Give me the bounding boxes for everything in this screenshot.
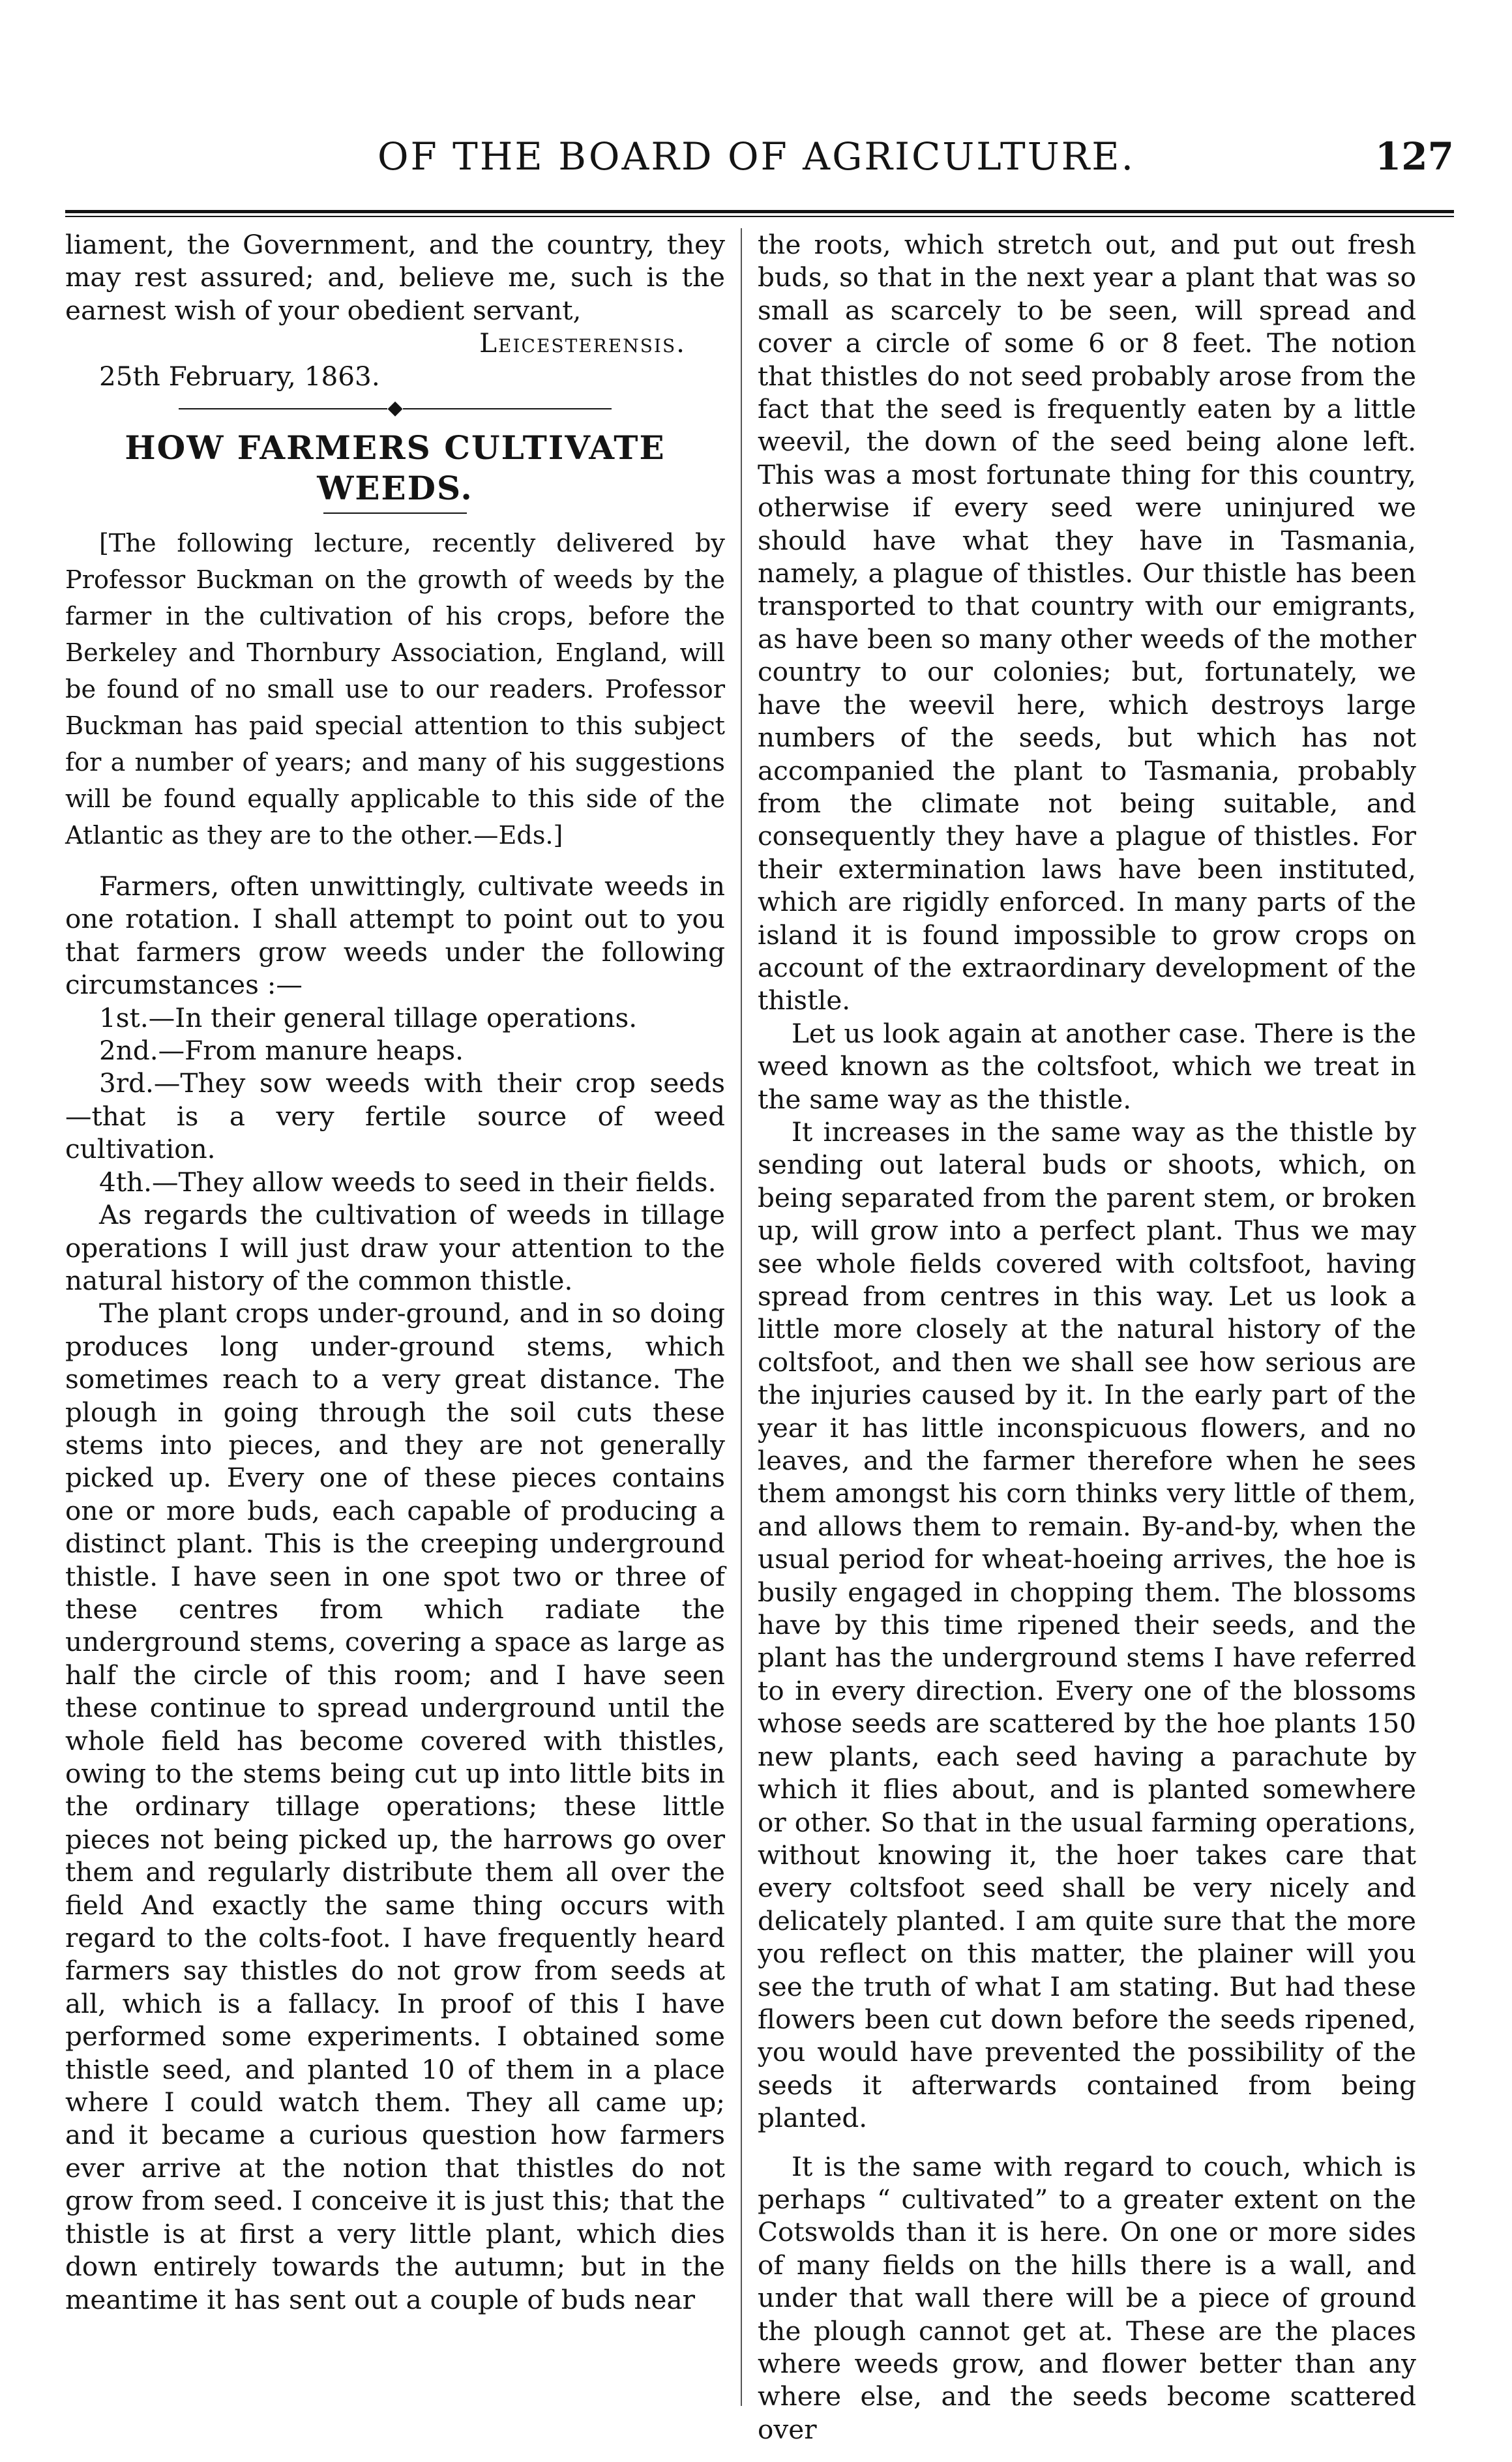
divider-line bbox=[179, 408, 387, 409]
left-column bbox=[65, 228, 725, 2406]
continued-letter-text: liament, the Government, and the country, they may rest assured; and, believe me, such is the earnest wish of your obedient servant, bbox=[65, 229, 725, 326]
body-paragraph: As regards the cultivation of weeds in tillage operations I will just draw your attention to the natural history of the common thistle. bbox=[65, 1199, 725, 1296]
letter-date: 25th February, 1863. bbox=[99, 360, 380, 392]
title-underline bbox=[323, 512, 467, 514]
letter-signature: Leicesterensis. bbox=[479, 327, 686, 359]
body-paragraph: The plant crops under-ground, and in so doing produces long under-ground stems, which sometimes reach to a very great distance. The plough in going through the soil cuts these stems into pieces, and they are not generally picked up. Every one of these pieces contains one or more buds, each capable of producing a distinct plant. This is the creeping underground thistle. I have seen in one spot two or three of these centres from which radiate the underground stems, covering a space as large as half the circle of this room; and I have seen these continue to spread underground until the whole field has become covered with thistles, owing to the stems being cut up into little bits in the ordinary tillage operations; these little pieces not being picked up, the harrows go over them and regularly distribute them all over the field And exactly the same thing occurs with regard to the colts-foot. I have frequently heard farmers say thistles do not grow from seeds at all, which is a fallacy. In proof of this I have performed some experiments. I obtained some thistle seed, and planted 10 of them in a place where I could watch them. They all came up; and it became a curious question how farmers ever arrive at the notion that thistles do not grow from seed. I conceive it is just this; that the thistle is at first a very little plant, which dies down entirely towards the autumn; but in the meantime it has sent out a couple of buds near bbox=[65, 1298, 725, 2315]
page-number: 127 bbox=[1374, 134, 1454, 179]
body-paragraph: the roots, which stretch out, and put out fresh buds, so that in the next year a plant that was so small as scarcely to be seen, will spread and cover a circle of some 6 or 8 feet. The notion that thistles do not seed probably arose from the fact that the seed is frequently eaten by a little weevil, the down of the seed being alone left. This was a most fortunate thing for this country, otherwise if every seed were uninjured we should have what they have in Tasmania, namely, a plague of thistles. Our thistle has been transported to that country with our emigrants, as have been so many other weeds of the mother country to our colonies; but, fortunately, we have the weevil here, which destroys large numbers of the seeds, but which has not accompanied the plant to Tasmania, probably from the climate not being suitable, and consequently they have a plague of thistles. For their extermination laws have been instituted, which are rigidly enforced. In many parts of the island it is found impossible to grow crops on account of the extraordinary development of the thistle. bbox=[758, 229, 1416, 1016]
body-paragraph: It increases in the same way as the thistle by sending out lateral buds or shoots, which, on being separated from the parent stem, or broken up, will grow into a perfect plant. Thus we may see whole fields covered with coltsfoot, having spread from centres in this way. Let us look a little more closely at the natural history of the coltsfoot, and then we shall see how serious are the injuries caused by it. In the early part of the year it has little inconspicuous flowers, and no leaves, and the farmer therefore when he sees them amongst his corn thinks very little of them, and allows them to remain. By-and-by, when the usual period for wheat-hoeing arrives, the hoe is busily engaged in chopping them. The blossoms have by this time ripened their seeds, and the plant has the underground stems I have referred to in every direction. Every one of the blossoms whose seeds are scattered by the hoe plants 150 new plants, each seed having a parachute by which it flies about, and is planted somewhere or other. So that in the usual farming operations, without knowing it, the hoer takes care that every coltsfoot seed shall be very nicely and delicately planted. I am quite sure that the more you reflect on this matter, the plainer will you see the truth of what I am stating. But had these flowers been cut down before the seeds ripened, you would have prevented the possibility of the seeds it afterwards contained from being planted. bbox=[758, 1116, 1416, 2134]
section-divider bbox=[65, 395, 725, 421]
column-divider bbox=[741, 228, 742, 2406]
article-title: HOW FARMERS CULTIVATE WEEDS. bbox=[125, 428, 666, 508]
divider-line bbox=[403, 408, 612, 409]
top-double-rule bbox=[65, 210, 1454, 217]
list-item: 2nd.—From manure heaps. bbox=[99, 1035, 464, 1067]
running-head-title: OF THE BOARD OF AGRICULTURE. bbox=[377, 134, 1136, 179]
list-item: 1st.—In their general tillage operations. bbox=[99, 1001, 638, 1033]
body-paragraph: Farmers, often unwittingly, cultivate weeds in one rotation. I shall attempt to point out to you that farmers grow weeds under the following circumstances :— bbox=[65, 870, 725, 1001]
editorial-intro-note: [The following lecture, recently delivered by Professor Buckman on the growth of weeds by the farmer in the cultivation of his crops, before the Berkeley and Thornbury Association, England, will be found of no small use to our readers. Professor Buckman has paid special attention to this subject for a number of years; and many of his suggestions will be found equally applicable to this side of the Atlantic as they are to the other.—Eds.] bbox=[65, 529, 725, 851]
right-column bbox=[758, 228, 1416, 2445]
running-head bbox=[59, 130, 1454, 183]
body-paragraph: It is the same with regard to couch, which is perhaps “ cultivated” to a greater extent on the Cotswolds than it is here. On one or more sides of many fields on the hills there is a wall, and under that wall there will be a piece of ground the plough cannot get at. These are the places where weeds grow, and flower better than any where else, and the seeds become scattered over bbox=[758, 2150, 1416, 2445]
list-item: 3rd.—They sow weeds with their crop seeds —that is a very fertile source of weed cultivation. bbox=[65, 1067, 725, 1165]
body-paragraph: Let us look again at another case. There is the weed known as the coltsfoot, which we treat in the same way as the thistle. bbox=[758, 1017, 1416, 1115]
list-item: 4th.—They allow weeds to seed in their fields. bbox=[99, 1166, 717, 1198]
divider-ornament: ◆ bbox=[387, 396, 403, 420]
